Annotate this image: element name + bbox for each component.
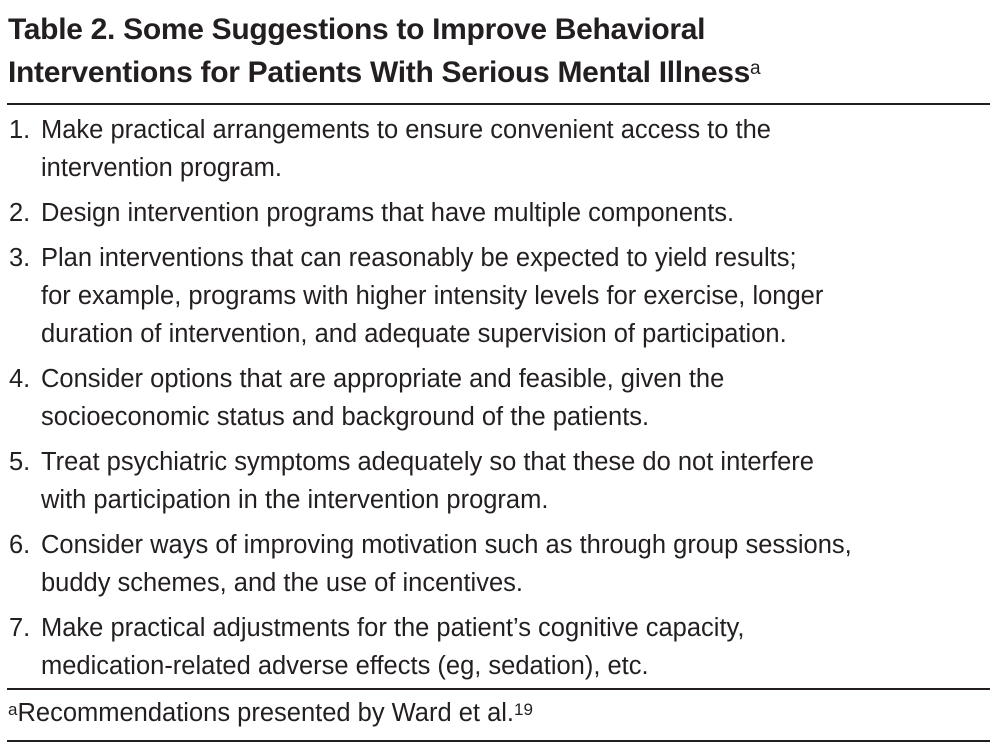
item-text-line: buddy schemes, and the use of incentives.: [41, 569, 523, 597]
list-item: [9, 443, 994, 519]
item-text-line: with participation in the intervention program.: [41, 486, 549, 514]
footnote-reference: 19: [514, 700, 533, 719]
item-number: 2.: [9, 199, 31, 227]
list-item: [9, 194, 994, 232]
item-number: 7.: [9, 614, 31, 642]
list-item: [9, 360, 994, 436]
item-text-line: Treat psychiatric symptoms adequately so that these do not interfere: [41, 448, 814, 476]
title-line-2-text: Interventions for Patients With Serious Mental Illness: [8, 56, 751, 89]
item-text-line: Design intervention programs that have multiple components.: [41, 199, 735, 227]
footnote-text: Recommendations presented by Ward et al.: [17, 699, 515, 727]
title-line-1: Table 2. Some Suggestions to Improve Behavioral: [8, 13, 706, 46]
item-text-line: Make practical arrangements to ensure convenient access to the: [41, 116, 771, 144]
item-number: 5.: [9, 448, 31, 476]
item-text-line: duration of intervention, and adequate supervision of participation.: [41, 320, 787, 348]
item-text-line: Make practical adjustments for the patient’s cognitive capacity,: [41, 614, 745, 642]
item-text-line: intervention program.: [41, 154, 282, 182]
title-footnote-marker: a: [750, 58, 761, 79]
item-number: 4.: [9, 365, 31, 393]
item-number: 6.: [9, 531, 31, 559]
list-item: [9, 111, 994, 187]
item-text-line: medication-related adverse effects (eg, sedation), etc.: [41, 652, 649, 680]
suggestion-list: [9, 111, 994, 692]
footnote: [8, 694, 533, 732]
item-text-line: Plan interventions that can reasonably be expected to yield results;: [41, 244, 797, 272]
middle-rule: [7, 688, 990, 690]
title-line-2: [8, 51, 760, 94]
item-text-line: for example, programs with higher intensity levels for exercise, longer: [41, 282, 824, 310]
table-title: [8, 8, 760, 94]
item-number: 1.: [9, 116, 31, 144]
item-text-line: Consider ways of improving motivation such as through group sessions,: [41, 531, 852, 559]
bottom-rule: [7, 740, 990, 742]
list-item: [9, 239, 994, 353]
top-rule: [7, 103, 990, 105]
list-item: [9, 526, 994, 602]
list-item: [9, 609, 994, 685]
item-number: 3.: [9, 244, 31, 272]
footnote-marker: a: [8, 700, 18, 719]
item-text-line: socioeconomic status and background of the patients.: [41, 403, 650, 431]
item-text-line: Consider options that are appropriate and feasible, given the: [41, 365, 725, 393]
